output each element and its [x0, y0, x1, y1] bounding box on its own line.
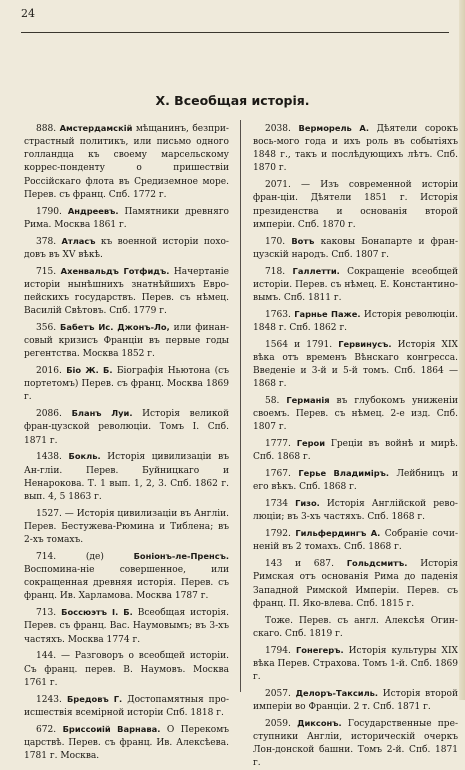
- catalog-entry: [253, 527, 458, 554]
- entry-text: Исторія второй имперіи во Франціи. 2 т. Спб. 1871 г.: [253, 688, 458, 712]
- entry-text: Достопамятныя про-исшествія всемірной исторіи Спб. 1818 г.: [24, 694, 230, 718]
- entry-number: 713.: [36, 608, 62, 619]
- catalog-entry: [253, 338, 458, 392]
- entry-text: въ глубокомъ униженіи своемъ. Перев. съ нѣмец. 2-е изд. Спб. 1807 г.: [253, 396, 458, 433]
- entry-author: Герье Владиміръ.: [298, 468, 390, 479]
- entry-text: — Исторія цивилизаціи въ Англіи. Перев. Бестужева-Рюмина и Тиблена; въ 2-хъ томахъ.: [24, 508, 230, 546]
- entry-text: Исторія культуры XIX вѣка Перев. Страхова. Томъ 1-й. Спб. 1869 г.: [253, 645, 458, 682]
- entry-number: 718.: [265, 266, 293, 277]
- entry-author: Вотъ: [291, 235, 315, 246]
- catalog-entry: [24, 321, 229, 361]
- catalog-entry: [24, 235, 229, 262]
- catalog-entry: [24, 723, 229, 763]
- entry-text: Исторія Англійской рево-люціи; въ 3-хъ частяхъ. Спб. 1868 г.: [253, 499, 458, 523]
- entry-number: 715.: [36, 266, 61, 277]
- entry-text: — Изъ современной исторіи фран-ціи. Дѣятели 1851 г. Исторія президенства и основанія второй имперіи. Спб. 1870 г.: [253, 180, 458, 230]
- entry-text: Памятники древняго Рима. Москва 1861 г.: [24, 206, 229, 230]
- catalog-entry: [253, 644, 458, 684]
- entry-author: Атласъ: [61, 235, 96, 246]
- entry-text: Дѣятели сорокъ вось-мого года и ихъ роль въ событіяхъ 1848 г., такъ и послѣдующихъ лѣтъ. Спб. 1870 г.: [253, 124, 458, 174]
- catalog-entry: [24, 364, 229, 404]
- column-divider: [240, 120, 241, 692]
- catalog-entry: [253, 557, 458, 611]
- catalog-entry: [253, 122, 458, 176]
- entry-number: 2057.: [265, 688, 296, 699]
- entry-author: Боссюэтъ I. Б.: [61, 607, 133, 618]
- entry-text: Тоже. Перев. съ англ. Алексѣя Огин-скаго. Спб. 1819 г.: [253, 615, 458, 639]
- entry-number: 1763.: [265, 309, 295, 320]
- entry-text: Собраніе сочи-неній въ 2 томахъ. Спб. 1868 г.: [253, 529, 459, 553]
- entry-author: Гольдсмитъ.: [346, 558, 408, 569]
- entry-text: — Разговоръ о всеобщей исторіи. Съ франц. перев. В. Наумовъ. Москва 1761 г.: [24, 651, 229, 688]
- entry-author: Германія: [286, 395, 330, 406]
- entry-text: каковы Бонапарте и фран-цузскій народъ. Спб. 1807 г.: [253, 236, 459, 260]
- left-column: [24, 122, 229, 763]
- entry-author: Галлетти.: [292, 265, 340, 276]
- entry-author: Герои: [296, 438, 326, 449]
- catalog-entry: [253, 497, 458, 524]
- catalog-entry: [24, 265, 229, 319]
- entry-text: или финан-совый кризисъ Франціи въ первые годы регентства. Москва 1852 г.: [24, 322, 229, 360]
- catalog-entry: [253, 687, 458, 714]
- entry-author: Бриссоиій Варнава.: [62, 723, 161, 734]
- entry-text: Исторія Римская отъ основанія Рима до паденія Западной Римской Имперіи. Перев. съ франц. П. Яко-влева. Спб. 1815 г.: [253, 559, 458, 609]
- entry-number: 144.: [36, 651, 62, 662]
- entry-number: 1564 и 1791.: [265, 339, 339, 350]
- section-title: Х. Всеобщая исторія.: [155, 93, 310, 108]
- catalog-entry: [24, 550, 229, 604]
- entry-number: 143 и 687.: [265, 559, 347, 570]
- entry-number: 2038.: [265, 124, 299, 134]
- entry-number: 378.: [36, 236, 62, 247]
- entry-text: Исторія революціи. 1848 г. Спб. 1862 г.: [253, 309, 458, 333]
- entry-author: Ахенвальдъ Готфидъ.: [60, 265, 170, 276]
- entry-number: 888.: [36, 124, 60, 134]
- entry-number: 1243.: [36, 694, 67, 705]
- catalog-entry: [24, 407, 229, 447]
- entry-author: Бланъ Луи.: [71, 408, 133, 419]
- entry-text: Государственные пре-ступники Англіи, историческій очеркъ Лон-донской башни. Томъ 2-й. Спб. 1871 г.: [253, 718, 458, 769]
- catalog-entry: [253, 717, 458, 770]
- catalog-entry: [253, 437, 458, 464]
- catalog-entry: [24, 649, 229, 689]
- entry-text: Лейбницъ и его вѣкъ. Спб. 1868 г.: [253, 469, 458, 493]
- entry-author: Боніонъ-ле-Пренсъ.: [133, 550, 229, 561]
- entry-number: 1734: [265, 499, 296, 510]
- entry-number: 2071.: [265, 180, 302, 191]
- entry-number: 672.: [36, 724, 63, 735]
- entry-number: 356.: [36, 322, 61, 333]
- entry-text: Воспомина-ніе совершенное, или сокращенная древняя исторія. Перев. съ франц. Ив. Харламова. Москва 1787 г.: [24, 565, 229, 602]
- entry-number: 2016.: [36, 366, 67, 377]
- page-edge: [459, 0, 465, 700]
- page-number: 24: [21, 7, 35, 20]
- entry-number: 1438.: [36, 452, 69, 463]
- entry-author: Гонегеръ.: [295, 644, 344, 655]
- entry-author: Гильфердингъ А.: [295, 528, 381, 539]
- catalog-entry: [24, 205, 229, 232]
- catalog-entry: [253, 235, 458, 262]
- header-rule: [21, 32, 449, 33]
- entry-text: Біографія Ньютона (съ портетомъ) Перев. съ франц. Москва 1869 г.: [24, 366, 229, 403]
- entry-author: Бабетъ Ис. Джонъ-Ло,: [60, 321, 170, 332]
- entry-text: Сокращеніе всеобщей исторіи. Перев. съ нѣмец. Е. Константино-вымъ. Спб. 1811 г.: [253, 266, 458, 303]
- entry-text: къ военной исторіи похо-довъ въ XV вѣкѣ.: [24, 236, 229, 260]
- entry-text: мѣщанинъ, безпри-страстный политикъ, или письмо одного голландца къ своему марсельскому коррес-понденту о пришествіи Россійскаго флота въ Средиземное море. Перев. съ франц. Спб. 1772 г.: [24, 124, 229, 200]
- catalog-entry: [253, 394, 458, 434]
- entry-number: 1794.: [265, 645, 296, 656]
- entry-number: 170.: [265, 236, 292, 247]
- entry-author: Біо Ж. Б.: [66, 365, 113, 376]
- entry-author: Делоръ-Таксиль.: [295, 687, 379, 698]
- entry-author: Амстердамскій: [59, 123, 133, 133]
- entry-number: 2086.: [36, 409, 72, 420]
- catalog-entry: [253, 265, 458, 305]
- entry-number: 1767.: [265, 469, 299, 480]
- entry-text: Исторія цивилизаціи въ Ан-гліи. Перев. Буйницкаго и Ненарокова. Т. 1 вып. 1, 2, 3. Спб. 1862 г. вып. 4, 5 1863 г.: [24, 452, 230, 502]
- entry-text: О Перекомъ царствѣ. Перев. съ франц. Ив. Алексѣева. 1781 г. Москва.: [24, 724, 229, 761]
- entry-author: Андреевъ.: [67, 205, 119, 216]
- catalog-entry: [24, 450, 229, 504]
- entry-number: 1792.: [265, 529, 296, 540]
- catalog-entry: [24, 693, 229, 720]
- catalog-entry: [253, 614, 458, 641]
- entry-number: 1790.: [36, 206, 68, 217]
- entry-number: 1777.: [265, 439, 297, 450]
- entry-text: Греціи въ войнѣ и мирѣ. Спб. 1868 г.: [253, 439, 458, 463]
- entry-text: Исторія XIX вѣка отъ временъ Вѣнскаго конгресса. Введеніе и 3-й и 5-й томъ. Спб. 1864 — 1868 г.: [253, 339, 458, 390]
- entry-text: Всеобщая исторія. Перев. съ франц. Вас. Наумовымъ; въ 3-хъ частяхъ. Москва 1774 г.: [24, 608, 229, 645]
- entry-number: 1527.: [36, 508, 65, 519]
- catalog-entry: [24, 507, 229, 547]
- entry-number: 58.: [265, 396, 287, 407]
- entry-number: 2059.: [265, 718, 298, 729]
- catalog-entry: [253, 467, 458, 494]
- entry-author: Диксонъ.: [297, 717, 342, 728]
- entry-text: Исторія великой фран-цузской революціи. Томъ I. Спб. 1871 г.: [24, 409, 229, 446]
- entry-number: 714. (де): [36, 551, 134, 562]
- entry-text: Начертаніе исторіи нынѣшнихъ знатнѣйшихъ Евро-пейскихъ государствъ. Перев. съ нѣмец. Василій Свѣтовъ. Спб. 1779 г.: [24, 266, 229, 317]
- catalog-entry: [24, 606, 229, 646]
- catalog-entry: [253, 308, 458, 335]
- entry-author: Верморель А.: [298, 123, 369, 133]
- catalog-entry: [253, 178, 458, 232]
- entry-author: Гарнье Паже.: [294, 308, 361, 319]
- entry-author: Гизо.: [295, 498, 320, 509]
- entry-author: Гервинусъ.: [338, 338, 392, 349]
- right-column: [253, 122, 458, 770]
- entry-author: Бредовъ Г.: [66, 693, 123, 704]
- entry-author: Бокль.: [68, 451, 101, 462]
- catalog-entry: [24, 122, 229, 202]
